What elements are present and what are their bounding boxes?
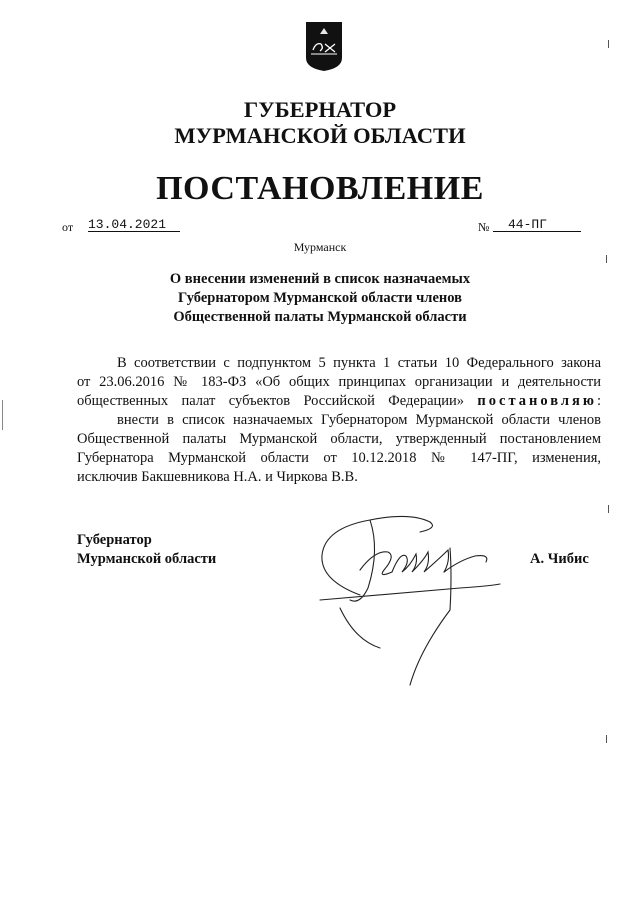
body-line-2: от 23.06.2016 № 183-ФЗ «Об общих принципах организации и деятельности	[77, 374, 601, 390]
number-underline	[493, 230, 581, 232]
coat-of-arms-icon	[304, 20, 344, 72]
signatory-title-line-2: Мурманской области	[77, 551, 217, 567]
document-number: 44-ПГ	[508, 217, 548, 232]
date-underline	[88, 230, 180, 232]
body-line-7: исключив Бакшевникова Н.А. и Чиркова В.В.	[77, 469, 358, 485]
subject-line-1: О внесении изменений в список назначаемых	[169, 271, 471, 287]
document-date: 13.04.2021	[88, 217, 167, 232]
signatory-title-line-1: Губернатор	[77, 532, 152, 548]
date-prefix: от	[62, 220, 74, 234]
city: Мурманск	[293, 240, 347, 254]
number-prefix: №	[478, 220, 490, 234]
handwritten-signature-icon	[300, 500, 510, 690]
body-line-3	[77, 392, 601, 411]
signatory-name: А. Чибис	[530, 551, 589, 567]
subject-line-2: Губернатором Мурманской области членов	[178, 290, 462, 306]
body-line-3-text: общественных палат субъектов Российской Федерации»	[77, 393, 465, 409]
decree-colon: :	[596, 393, 601, 409]
body-line-1: В соответствии с подпунктом 5 пункта 1 статьи 10 Федерального закона	[117, 355, 601, 371]
subject-line-3: Общественной палаты Мурманской области	[173, 309, 467, 325]
body-line-4: внести в список назначаемых Губернатором Мурманской области членов	[117, 412, 601, 428]
scan-mark	[608, 40, 609, 48]
scan-mark	[608, 505, 609, 513]
body-line-6: Губернатора Мурманской области от 10.12.2018 № 147-ПГ, изменения,	[77, 450, 601, 466]
issuer-line-2: МУРМАНСКОЙ ОБЛАСТИ	[174, 123, 466, 148]
scan-mark	[606, 735, 607, 743]
body-line-5: Общественной палаты Мурманской области, утвержденный постановлением	[77, 431, 601, 447]
decree-word: постановляю	[477, 393, 597, 409]
scan-mark	[2, 400, 3, 430]
document-type-title: ПОСТАНОВЛЕНИЕ	[156, 170, 484, 207]
scan-mark	[606, 255, 607, 263]
issuer-line-1: ГУБЕРНАТОР	[243, 97, 397, 122]
